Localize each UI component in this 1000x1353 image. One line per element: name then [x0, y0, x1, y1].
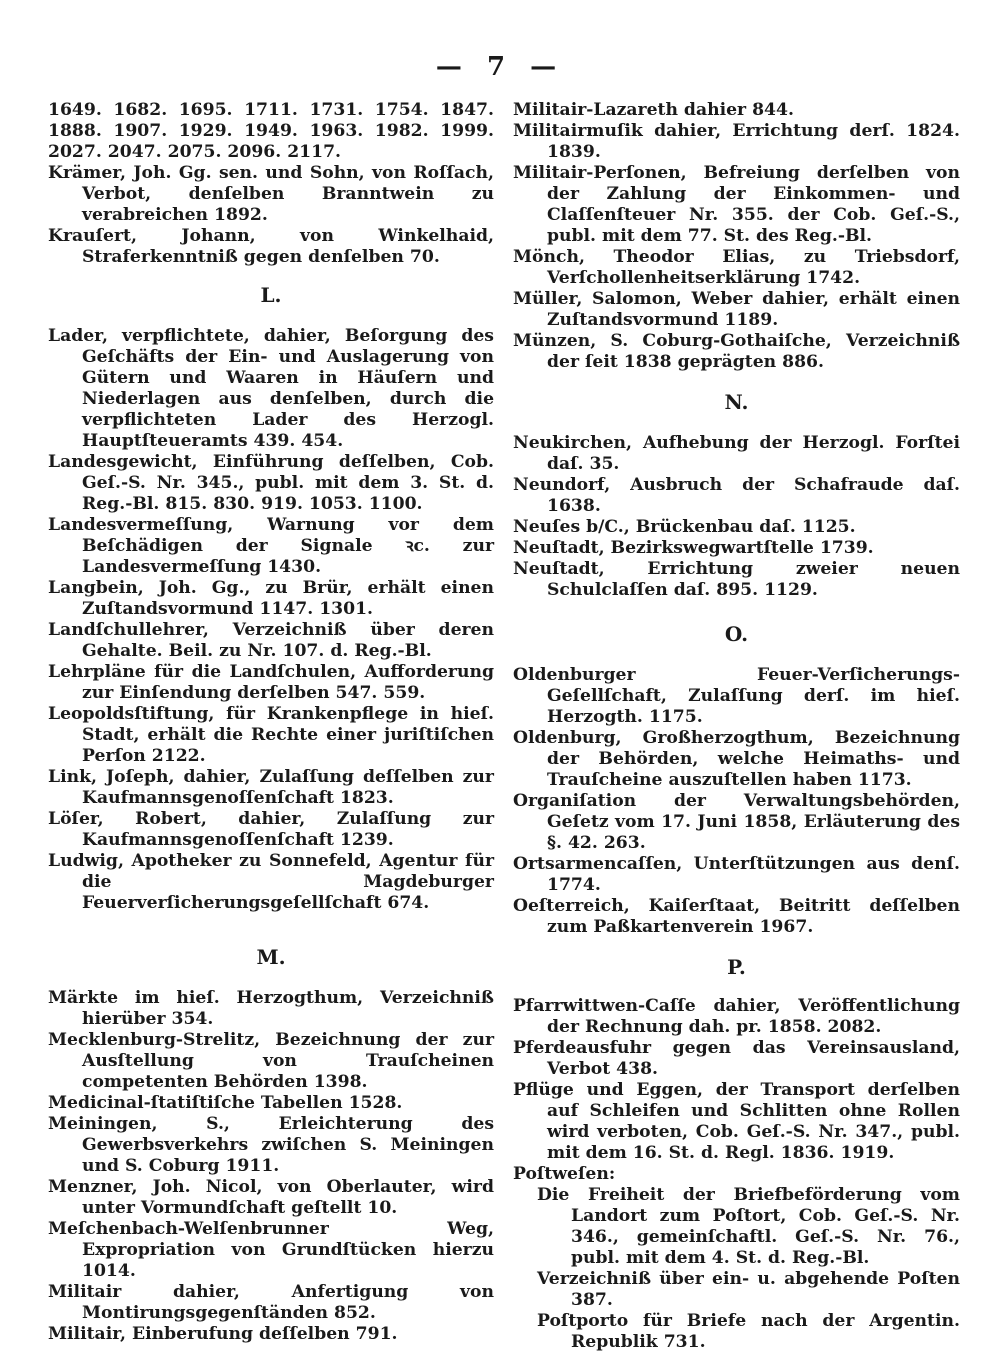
index-entry: Medicinal-ſtatiſtiſche Tabellen 1528. [48, 1093, 403, 1113]
index-entry: Krämer, Joh. Gg. sen. und Sohn, von Roſſach, Verbot, denſelben Branntwein zu verabreichen 1892. [48, 163, 494, 225]
index-entry: 1649. 1682. 1695. 1711. 1731. 1754. 1847. 1888. 1907. 1929. 1949. 1963. 1982. 1999. 2027. 2047. 2075. 2096. 2117. [48, 100, 494, 162]
index-entry: Verzeichniß über ein- u. abgehende Poſten 387. [537, 1269, 960, 1310]
index-entry: Militair-Lazareth dahier 844. [513, 100, 794, 120]
index-entry: Leopoldsſtiftung, für Krankenpflege in hieſ. Stadt, erhält die Rechte einer juriſtiſchen Perſon 2122. [48, 704, 494, 766]
index-entry: Müller, Salomon, Weber dahier, erhält einen Zuſtandsvormund 1189. [513, 289, 960, 330]
index-entry: Neuſtadt, Errichtung zweier neuen Schulclaſſen daſ. 895. 1129. [513, 559, 960, 600]
section-letter: L. [260, 283, 282, 307]
index-entry: Lehrpläne für die Landſchulen, Aufforderung zur Einſendung derſelben 547. 559. [48, 662, 494, 703]
index-entry: Ludwig, Apotheker zu Sonnefeld, Agentur für die Magdeburger Feuerverſicherungsgeſellſchaft 674. [48, 851, 494, 913]
index-entry: Mecklenburg-Strelitz, Bezeichnung der zur Ausſtellung von Trauſcheinen competenten Behörden 1398. [48, 1030, 494, 1092]
index-entry: Lader, verpflichtete, dahier, Beſorgung des Geſchäfts der Ein- und Auslagerung von Gütern und Waaren in Häuſern und Niederlagen aus denſelben, durch die verpflichteten Lader des Herzogl. Hauptſteueramts 439. 454. [48, 326, 494, 451]
index-entry: Organiſation der Verwaltungsbehörden, Geſetz vom 17. Juni 1858, Erläuterung des §. 42. 263. [513, 791, 960, 853]
index-entry: Poſtweſen: [513, 1164, 616, 1184]
index-entry: Oldenburger Feuer-Verſicherungs-Geſellſchaft, Zulaſſung derſ. im hieſ. Herzogth. 1175. [513, 665, 960, 727]
index-entry: Landesvermeſſung, Warnung vor dem Beſchädigen der Signale ꝛc. zur Landesvermeſſung 1430. [48, 515, 494, 577]
index-entry: Militairmuſik dahier, Errichtung derſ. 1824. 1839. [513, 121, 960, 162]
index-entry: Landesgewicht, Einführung deſſelben, Cob. Geſ.-S. Nr. 345., publ. mit dem 3. St. d. Reg.-Bl. 815. 830. 919. 1053. 1100. [48, 452, 494, 514]
index-entry: Militair, Einberufung deſſelben 791. [48, 1324, 398, 1344]
index-entry: Meiningen, S., Erleichterung des Gewerbsverkehrs zwiſchen S. Meiningen und S. Coburg 1911. [48, 1114, 494, 1176]
index-entry: Poſtporto für Briefe nach der Argentin. Republik 731. [537, 1311, 960, 1352]
index-entry: Neuſtadt, Bezirkswegwartſtelle 1739. [513, 538, 874, 558]
index-entry: Märkte im hieſ. Herzogthum, Verzeichniß hierüber 354. [48, 988, 494, 1029]
index-entry: Neukirchen, Aufhebung der Herzogl. Forſtei daſ. 35. [513, 433, 960, 474]
index-entry: Menzner, Joh. Nicol, von Oberlauter, wird unter Vormundſchaft geſtellt 10. [48, 1177, 494, 1218]
index-entry: Ortsarmencaſſen, Unterſtützungen aus denſ. 1774. [513, 854, 960, 895]
index-entry: Die Freiheit der Briefbeförderung vom Landort zum Poſtort, Cob. Geſ.-S. Nr. 346., gemeinſchaftl. Geſ.-S. Nr. 76., publ. mit dem 4. St. d. Reg.-Bl. [537, 1185, 960, 1268]
index-entry: Mönch, Theodor Elias, zu Triebsdorf, Verſchollenheitserklärung 1742. [513, 247, 960, 288]
index-entry: Krauſert, Johann, von Winkelhaid, Straferkenntniß gegen denſelben 70. [48, 226, 494, 267]
index-entry: Oeſterreich, Kaiſerſtaat, Beitritt deſſelben zum Paßkartenverein 1967. [513, 896, 960, 937]
index-entry: Landſchullehrer, Verzeichniß über deren Gehalte. Beil. zu Nr. 107. d. Reg.-Bl. [48, 620, 494, 661]
index-entry: Pflüge und Eggen, der Transport derſelben auf Schleifen und Schlitten ohne Rollen wird verboten, Cob. Geſ.-S. Nr. 347., publ. mit dem 16. St. d. Regl. 1836. 1919. [513, 1080, 960, 1163]
index-entry: Münzen, S. Coburg-Gothaiſche, Verzeichniß der ſeit 1838 geprägten 886. [513, 331, 960, 372]
left-column [48, 100, 494, 1345]
index-entry: Löſer, Robert, dahier, Zulaſſung zur Kaufmannsgenoſſenſchaft 1239. [48, 809, 494, 850]
index-entry: Pferdeausfuhr gegen das Vereinsausland, Verbot 438. [513, 1038, 960, 1079]
section-letter: N. [724, 390, 749, 414]
index-entry: Militair-Perſonen, Befreiung derſelben von der Zahlung der Einkommen- und Claſſenſteuer Nr. 355. der Cob. Geſ.-S., publ. mit dem 77. St. des Reg.-Bl. [513, 163, 960, 246]
index-entry: Neuſes b/C., Brückenbau daſ. 1125. [513, 517, 856, 537]
page-number: — 7 — [435, 52, 565, 82]
index-entry: Meſchenbach-Welſenbrunner Weg, Expropriation von Grundſtücken hierzu 1014. [48, 1219, 494, 1281]
index-entry: Link, Joſeph, dahier, Zulaſſung deſſelben zur Kaufmannsgenoſſenſchaft 1823. [48, 767, 494, 808]
index-entry: Langbein, Joh. Gg., zu Brür, erhält einen Zuſtandsvormund 1147. 1301. [48, 578, 494, 619]
section-letter: O. [724, 622, 749, 646]
section-letter: P. [727, 955, 746, 979]
right-column [513, 100, 960, 1353]
section-letter: M. [256, 945, 286, 969]
index-entry: Militair dahier, Anfertigung von Montirungsgegenſtänden 852. [48, 1282, 494, 1323]
index-entry: Neundorf, Ausbruch der Schafraude daſ. 1638. [513, 475, 960, 516]
index-entry: Oldenburg, Großherzogthum, Bezeichnung der Behörden, welche Heimaths- und Trauſcheine auszuſtellen haben 1173. [513, 728, 960, 790]
index-entry: Pfarrwittwen-Caſſe dahier, Veröffentlichung der Rechnung dah. pr. 1858. 2082. [513, 996, 960, 1037]
